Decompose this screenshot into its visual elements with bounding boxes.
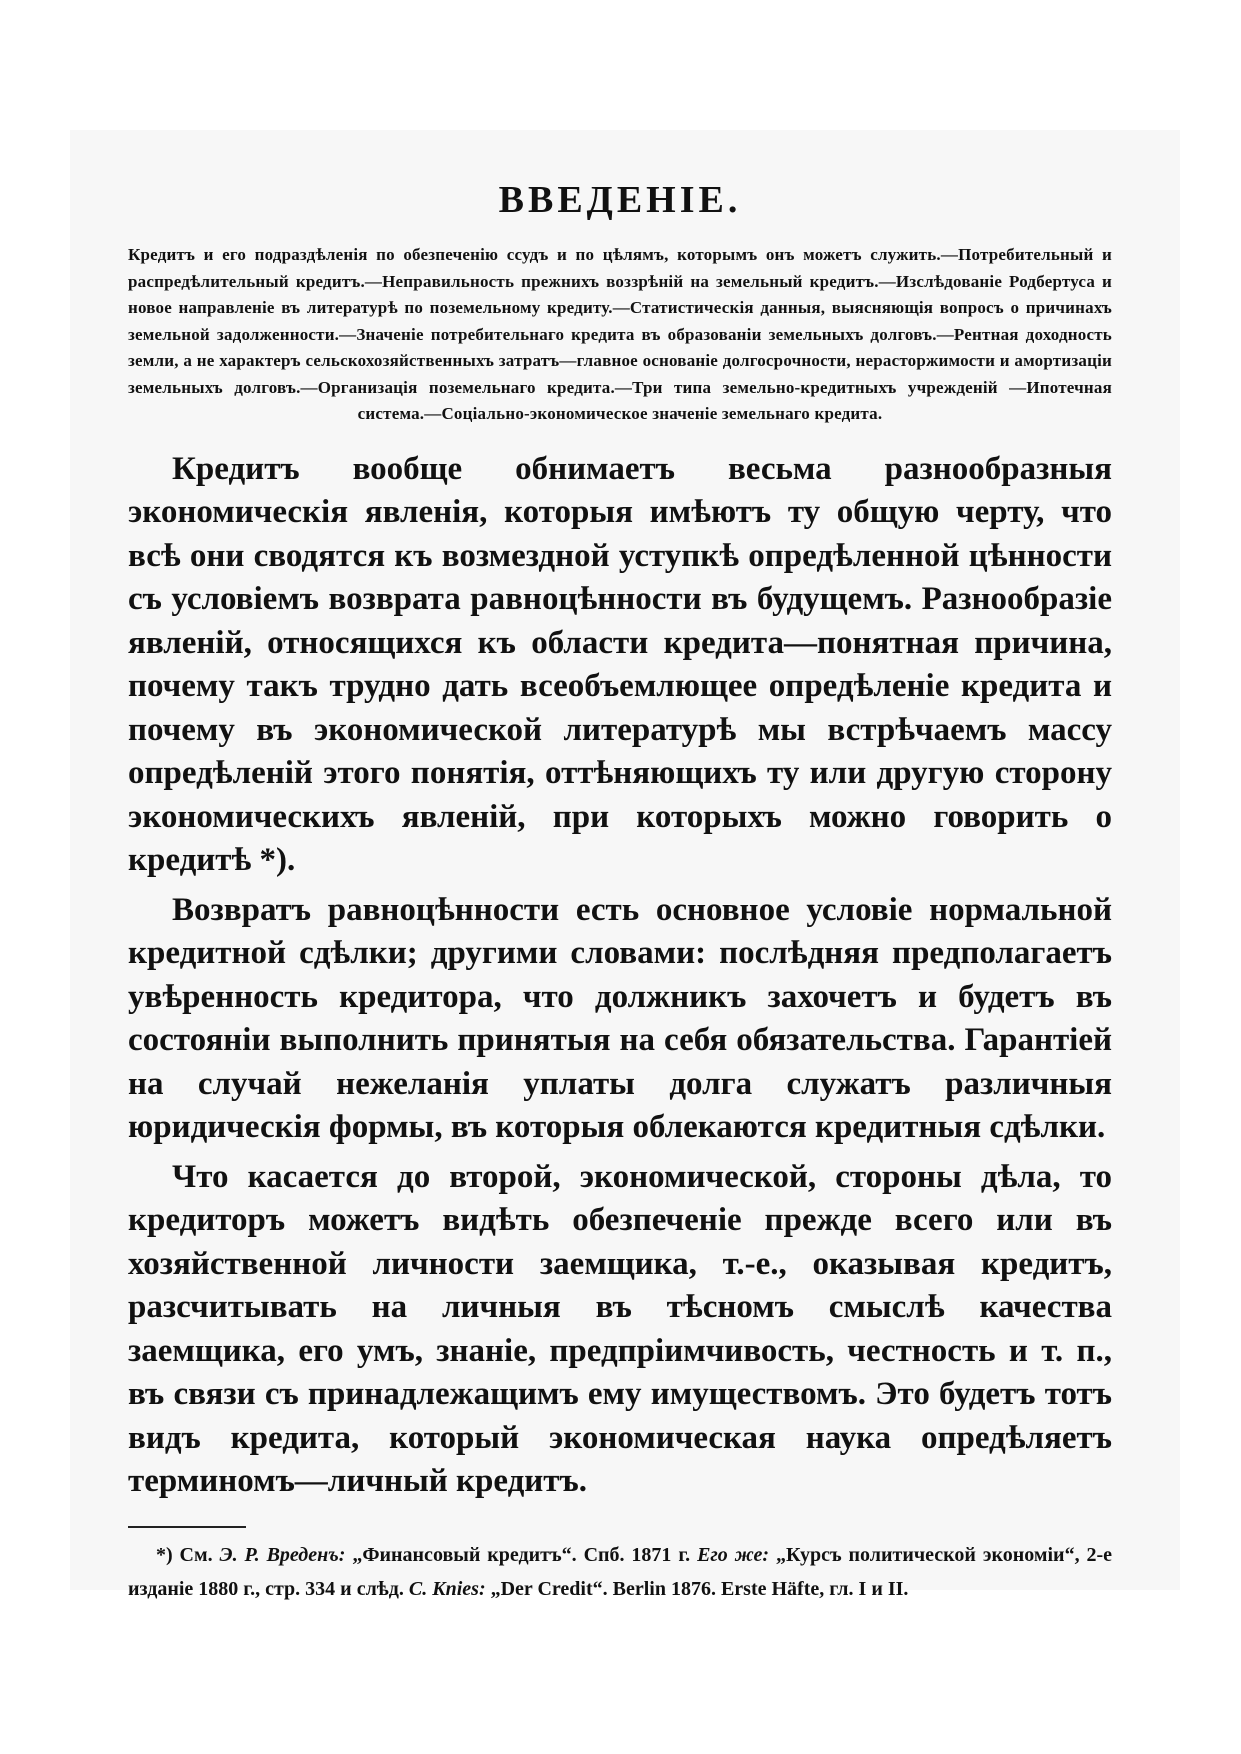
footnote xyxy=(128,1538,1112,1606)
footnote-author-1: Э. Р. Вреденъ: xyxy=(219,1543,346,1566)
footnote-author-3: С. Knies: xyxy=(408,1577,486,1600)
chapter-summary: Кредитъ и его подраздѣленія по обезпеченію ссудъ и по цѣлямъ, которымъ онъ можетъ служить.—Потребительный и распредѣлительный кредитъ.—Неправильность прежнихъ воззрѣній на земельный кредитъ.—Изслѣдованіе Родбертуса и новое направленіе въ литературѣ по поземельному кредиту.—Статистическія данныя, выясняющія вопросъ о причинахъ земельной задолженности.—Значеніе потребительнаго кредита въ образованіи земельныхъ долговъ.—Рентная доходность земли, а не характеръ сельскохозяйственныхъ затратъ—главное основаніе долгосрочности, нерасторжимости и амортизаціи земельныхъ долговъ.—Организація поземельнаго кредита.—Три типа земельно-кредитныхъ учрежденій —Ипотечная система.—Соціально-экономическое значеніе земельнаго кредита. xyxy=(128,245,1112,423)
paragraph-2: Возвратъ равноцѣнности есть основное условіе нормальной кредитной сдѣлки; другими словами: послѣдняя предполагаетъ увѣренность кредитора, что должникъ захочетъ и будетъ въ состояніи выполнить принятыя на себя обязательства. Гарантіей на случай нежеланія уплаты долга служатъ различныя юридическія формы, въ которыя облекаются кредитныя сдѣлки. xyxy=(128,891,1112,1145)
footnote-text-1: „Финансовый кредитъ“. Спб. 1871 г. xyxy=(352,1543,691,1566)
footnote-text-3: „Der Credit“. Berlin 1876. Erste Häfte, гл. I и II. xyxy=(490,1577,909,1600)
footnote-text-2: „Курсъ политической экономіи“, 2-е изданіе 1880 г., стр. 334 и слѣд. xyxy=(128,1543,1113,1600)
footnote-author-2: Его же: xyxy=(697,1543,770,1566)
page-title: ВВЕДЕНІЕ. xyxy=(498,179,742,221)
document-body xyxy=(128,178,1112,1606)
paragraph-1: Кредитъ вообще обнимаетъ весьма разнообразныя экономическія явленія, которыя имѣютъ ту общую черту, что всѣ они сводятся къ возмездной уступкѣ опредѣленной цѣнности съ условіемъ возврата равноцѣнности въ будущемъ. Разнообразіе явленій, относящихся къ области кредита—понятная причина, почему такъ трудно дать всеобъемлющее опредѣленіе кредита и почему въ экономической литературѣ мы встрѣчаемъ массу опредѣленій этого понятія, оттѣняющихъ ту или другую сторону экономическихъ явленій, при которыхъ можно говорить о кредитѣ *). xyxy=(128,450,1112,878)
footnote-divider xyxy=(128,1526,246,1528)
paragraph-3: Что касается до второй, экономической, стороны дѣла, то кредиторъ можетъ видѣть обезпеченіе прежде всего или въ хозяйственной личности заемщика, т.-е., оказывая кредитъ, разсчитывать на личныя въ тѣсномъ смыслѣ качества заемщика, его умъ, знаніе, предпріимчивость, честность и т. п., въ связи съ принадлежащимъ ему имуществомъ. Это будетъ тотъ видъ кредита, который экономическая наука опредѣляетъ терминомъ—личный кредитъ. xyxy=(128,1158,1112,1499)
footnote-mark: *) См. xyxy=(156,1543,213,1566)
